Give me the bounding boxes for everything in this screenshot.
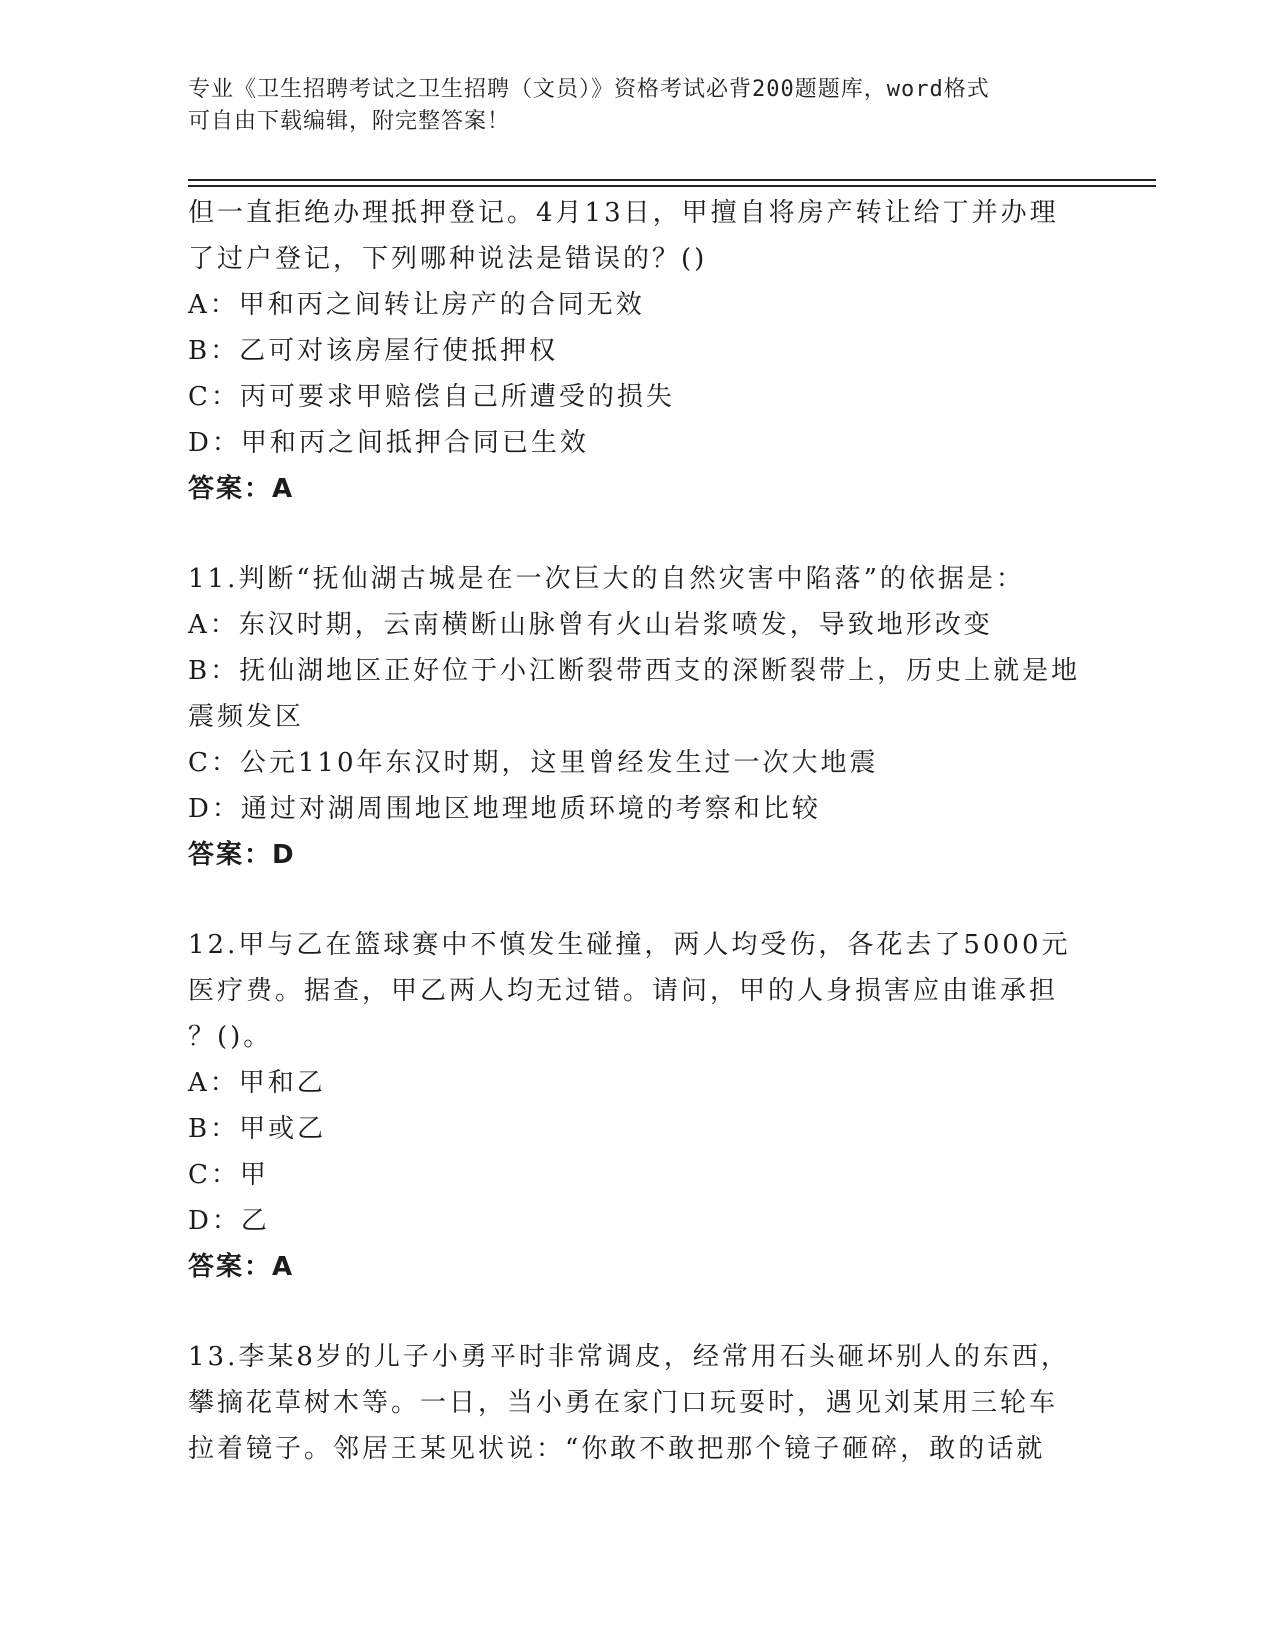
option-b-continued: 震频发区: [188, 702, 305, 732]
option-c: C：丙可要求甲赔偿自己所遭受的损失: [188, 382, 675, 412]
document-body: [188, 190, 1088, 1472]
option-c: C：公元110年东汉时期，这里曾经发生过一次大地震: [188, 748, 879, 778]
option-b: B：抚仙湖地区正好位于小江断裂带西支的深断裂带上，历史上就是地: [188, 656, 1081, 686]
question-12: [188, 922, 1088, 1290]
document-header: [188, 74, 1068, 138]
question-11: [188, 556, 1088, 878]
question-stem: 11.判断“抚仙湖古城是在一次巨大的自然灾害中陷落”的依据是：: [188, 564, 1025, 594]
option-d: D：通过对湖周围地区地理地质环境的考察和比较: [188, 794, 821, 824]
question-stem: 13.李某8岁的儿子小勇平时非常调皮，经常用石头砸坏别人的东西，: [188, 1342, 1070, 1372]
spacer: [188, 1290, 1088, 1334]
option-b: B：甲或乙: [188, 1114, 327, 1144]
spacer: [188, 878, 1088, 922]
option-c: C：甲: [188, 1160, 269, 1190]
answer-label: 答案：D: [188, 840, 296, 870]
option-d: D：甲和丙之间抵押合同已生效: [188, 428, 589, 458]
header-rule-bottom: [188, 185, 1156, 187]
option-a: A：甲和丙之间转让房产的合同无效: [188, 290, 645, 320]
question-stem: 了过户登记，下列哪种说法是错误的？(): [188, 244, 708, 274]
answer-label: 答案：A: [188, 474, 295, 504]
question-stem: 12.甲与乙在篮球赛中不慎发生碰撞，两人均受伤，各花去了5000元: [188, 930, 1071, 960]
option-d: D：乙: [188, 1206, 270, 1236]
option-a: A：东汉时期，云南横断山脉曾有火山岩浆喷发，导致地形改变: [188, 610, 993, 640]
header-line-2: 可自由下载编辑，附完整答案！: [188, 109, 511, 134]
question-stem: 医疗费。据查，甲乙两人均无过错。请问，甲的人身损害应由谁承担: [188, 976, 1059, 1006]
option-b: B：乙可对该房屋行使抵押权: [188, 336, 559, 366]
spacer: [188, 512, 1088, 556]
option-a: A：甲和乙: [188, 1068, 326, 1098]
question-13: [188, 1334, 1088, 1472]
question-stem: 攀摘花草树木等。一日，当小勇在家门口玩耍时，遇见刘某用三轮车: [188, 1388, 1059, 1418]
question-stem: ？()。: [188, 1022, 273, 1052]
question-stem: 拉着镜子。邻居王某见状说：“你敢不敢把那个镜子砸碎，敢的话就: [188, 1434, 1046, 1464]
question-stem: 但一直拒绝办理抵押登记。4月13日，甲擅自将房产转让给丁并办理: [188, 198, 1059, 228]
header-rule-top: [188, 179, 1156, 181]
header-line-1: 专业《卫生招聘考试之卫生招聘（文员）》资格考试必背200题题库，word格式: [188, 77, 990, 102]
answer-label: 答案：A: [188, 1252, 295, 1282]
question-10: [188, 190, 1088, 512]
